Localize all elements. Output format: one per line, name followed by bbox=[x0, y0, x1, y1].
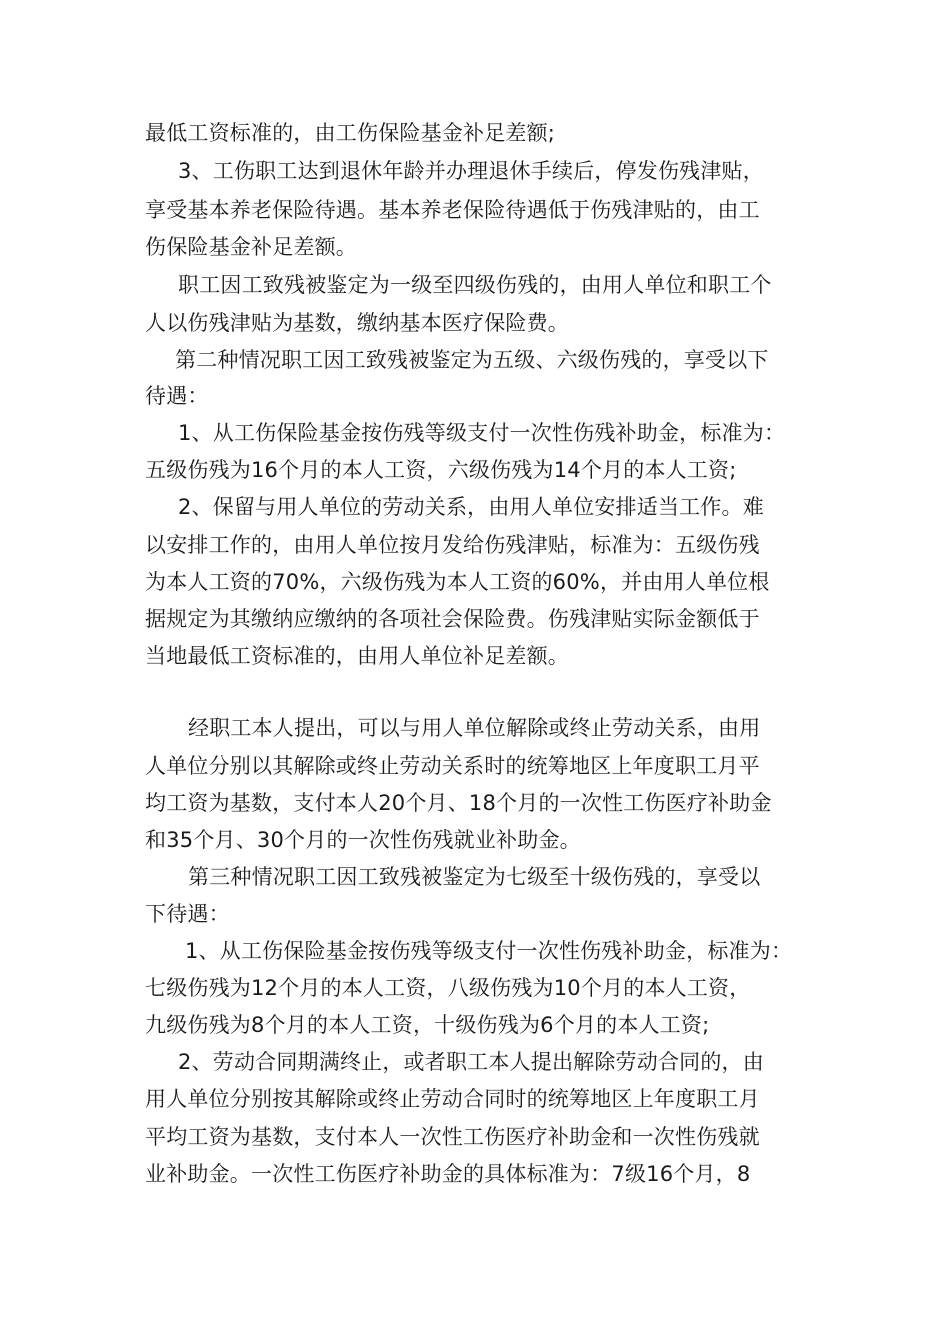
text-line: 经职工本人提出，可以与用人单位解除或终止劳动关系，由用 bbox=[188, 716, 761, 740]
text-line: 人单位分别以其解除或终止劳动关系时的统筹地区上年度职工月平 bbox=[145, 754, 760, 778]
text-line: 以安排工作的，由用人单位按月发给伤残津贴，标准为：五级伤残 bbox=[145, 533, 760, 557]
text-line: 九级伤残为8个月的本人工资，十级伤残为6个月的本人工资; bbox=[145, 1013, 710, 1037]
text-line: 3、工伤职工达到退休年龄并办理退休手续后，停发伤残津贴， bbox=[178, 159, 764, 183]
text-line: 2、劳动合同期满终止，或者职工本人提出解除劳动合同的，由 bbox=[178, 1050, 764, 1074]
text-line: 最低工资标准的，由工伤保险基金补足差额; bbox=[145, 121, 556, 145]
text-line: 待遇： bbox=[145, 384, 209, 408]
text-line: 五级伤残为16个月的本人工资，六级伤残为14个月的本人工资; bbox=[145, 458, 737, 482]
text-line: 和35个月、30个月的一次性伤残就业补助金。 bbox=[145, 828, 581, 852]
text-line: 平均工资为基数，支付本人一次性工伤医疗补助金和一次性伤残就 bbox=[145, 1125, 760, 1149]
text-line: 七级伤残为12个月的本人工资，八级伤残为10个月的本人工资， bbox=[145, 976, 751, 1000]
text-line: 下待遇： bbox=[145, 902, 230, 926]
text-line: 业补助金。一次性工伤医疗补助金的具体标准为：7级16个月，8 bbox=[145, 1162, 751, 1186]
text-line: 人以伤残津贴为基数，缴纳基本医疗保险费。 bbox=[145, 311, 569, 335]
text-line: 1、从工伤保险基金按伤残等级支付一次性伤残补助金，标准为： bbox=[185, 939, 793, 963]
text-line: 伤保险基金补足差额。 bbox=[145, 235, 357, 259]
text-line: 据规定为其缴纳应缴纳的各项社会保险费。伤残津贴实际金额低于 bbox=[145, 607, 760, 631]
text-line: 第三种情况职工因工致残被鉴定为七级至十级伤残的，享受以 bbox=[188, 865, 761, 889]
text-line: 第二种情况职工因工致残被鉴定为五级、六级伤残的，享受以下 bbox=[175, 348, 769, 372]
text-line: 享受基本养老保险待遇。基本养老保险待遇低于伤残津贴的，由工 bbox=[145, 198, 760, 222]
text-line: 1、从工伤保险基金按伤残等级支付一次性伤残补助金，标准为： bbox=[178, 421, 786, 445]
text-line: 职工因工致残被鉴定为一级至四级伤残的，由用人单位和职工个 bbox=[178, 273, 772, 297]
text-line: 2、保留与用人单位的劳动关系，由用人单位安排适当工作。难 bbox=[178, 495, 764, 519]
text-line: 用人单位分别按其解除或终止劳动合同时的统筹地区上年度职工月 bbox=[145, 1087, 760, 1111]
text-line: 均工资为基数，支付本人20个月、18个月的一次性工伤医疗补助金 bbox=[145, 791, 772, 815]
text-line: 为本人工资的70%，六级伤残为本人工资的60%，并由用人单位根 bbox=[145, 570, 770, 594]
text-line: 当地最低工资标准的，由用人单位补足差额。 bbox=[145, 644, 569, 668]
